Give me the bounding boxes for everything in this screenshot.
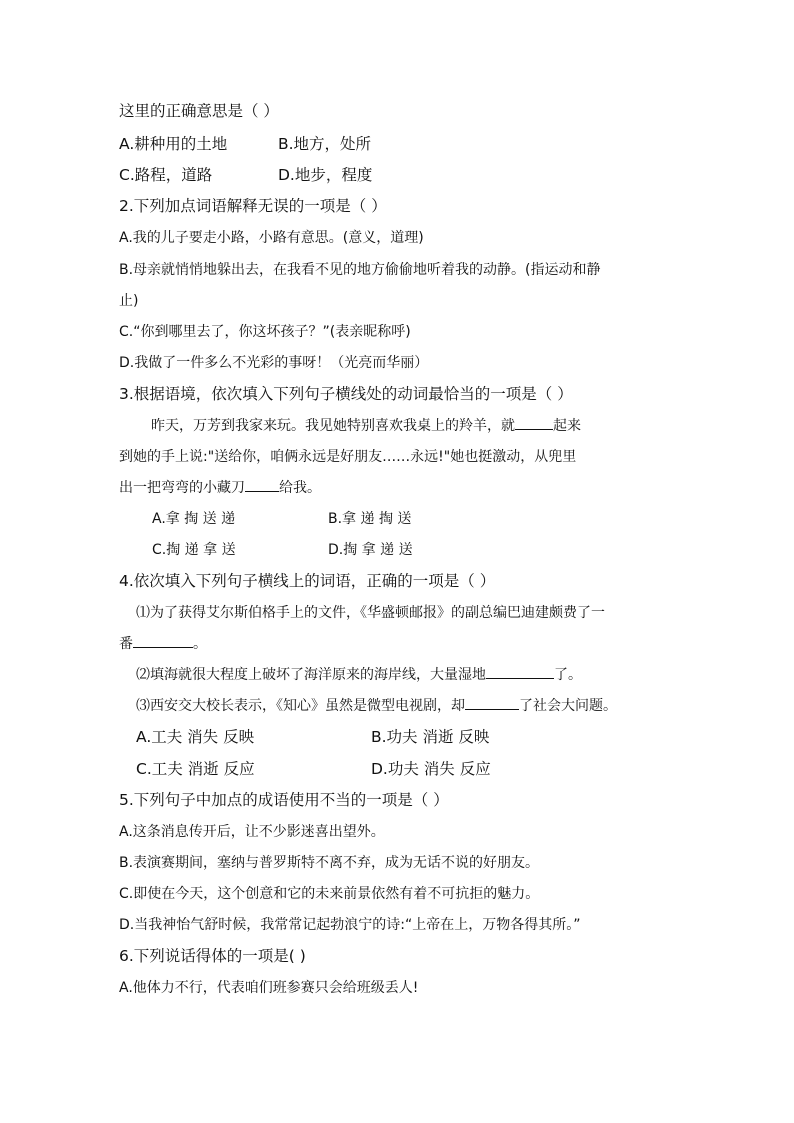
question-4: 4.依次填入下列句子横线上的词语，正确的一项是（ ） <box>119 572 496 590</box>
q4-option-a: A.工夫 消失 反映 <box>136 728 255 746</box>
question-5: 5.下列句子中加点的成语使用不当的一项是（ ） <box>119 791 449 809</box>
q4-text: 。 <box>193 636 207 652</box>
q4-text: 了社会大问题。 <box>519 698 617 714</box>
q4-text: ⑶西安交大校长表示，《知心》虽然是微型电视剧，却 <box>136 698 465 714</box>
option-c: C.路程，道路 <box>119 166 213 184</box>
blank-line <box>486 664 554 679</box>
q3-passage-line2: 到她的手上说:"送给你，咱俩永远是好朋友……永远!"她也挺激动，从兜里 <box>119 449 577 465</box>
option-d: D.地步，程度 <box>278 166 373 184</box>
q2-option-c: C.“你到哪里去了，你这坏孩子？”(表亲昵称呼) <box>119 324 411 340</box>
blank-line <box>515 415 553 430</box>
q3-option-c: C.掏 递 拿 送 <box>152 542 236 558</box>
q4-option-d: D.功夫 消失 反应 <box>371 760 491 778</box>
q4-sentence-1-cont <box>119 633 207 655</box>
q2-option-b-cont: 止) <box>119 293 139 309</box>
q3-passage-line3 <box>119 477 321 499</box>
q3-option-a: A.拿 掏 送 递 <box>152 511 236 527</box>
blank-line <box>465 695 519 710</box>
q2-option-a: A.我的儿子要走小路，小路有意思。(意义，道理) <box>119 230 424 246</box>
question-2: 2.下列加点词语解释无误的一项是（ ） <box>119 197 387 215</box>
option-b: B.地方，处所 <box>278 135 372 153</box>
q4-text: ⑵填海就很大程度上破坏了海洋原来的海岸线，大量湿地 <box>136 667 486 683</box>
q4-option-b: B.功夫 消逝 反映 <box>371 728 490 746</box>
q3-passage-line1 <box>151 415 581 437</box>
question-6: 6.下列说话得体的一项是( ) <box>119 947 306 965</box>
blank-line <box>133 633 193 648</box>
question-3: 3.根据语境，依次填入下列句子横线处的动词最恰当的一项是（ ） <box>119 385 573 403</box>
q4-text: 了。 <box>554 667 582 683</box>
q6-option-a: A.他体力不行，代表咱们班参赛只会给班级丢人! <box>119 980 419 996</box>
question-stem: 这里的正确意思是（ ） <box>119 102 279 120</box>
blank-line <box>245 477 279 492</box>
q5-option-a: A.这条消息传开后，让不少影迷喜出望外。 <box>119 824 385 840</box>
option-a: A.耕种用的土地 <box>119 135 228 153</box>
q4-option-c: C.工夫 消逝 反应 <box>136 760 255 778</box>
q5-option-d: D.当我神怡气舒时候，我常常记起勃浪宁的诗:“上帝在上，万物各得其所。” <box>119 917 581 933</box>
q5-option-c: C.即使在今天，这个创意和它的未来前景依然有着不可抗拒的魅力。 <box>119 886 540 902</box>
q3-passage-text: 起来 <box>553 418 581 434</box>
q4-text: 番 <box>119 636 133 652</box>
q2-option-d: D.我做了一件多么不光彩的事呀！（光亮而华丽） <box>119 355 429 371</box>
q3-passage-text: 出一把弯弯的小藏刀 <box>119 480 245 496</box>
q3-passage-text: 昨天，万芳到我家来玩。我见她特别喜欢我桌上的羚羊，就 <box>151 418 515 434</box>
q2-option-b: B.母亲就悄悄地躲出去，在我看不见的地方偷偷地听着我的动静。(指运动和静 <box>119 262 601 278</box>
q3-passage-text: 给我。 <box>279 480 321 496</box>
q5-option-b: B.表演赛期间，塞纳与普罗斯特不离不弃，成为无话不说的好朋友。 <box>119 855 540 871</box>
q3-option-b: B.拿 递 掏 送 <box>328 511 412 527</box>
q4-sentence-1: ⑴为了获得艾尔斯伯格手上的文件，《华盛顿邮报》的副总编巴迪建颇费了一 <box>136 605 605 621</box>
q4-sentence-2 <box>136 664 582 686</box>
q3-option-d: D.掏 拿 递 送 <box>328 542 413 558</box>
q4-sentence-3 <box>136 695 617 717</box>
